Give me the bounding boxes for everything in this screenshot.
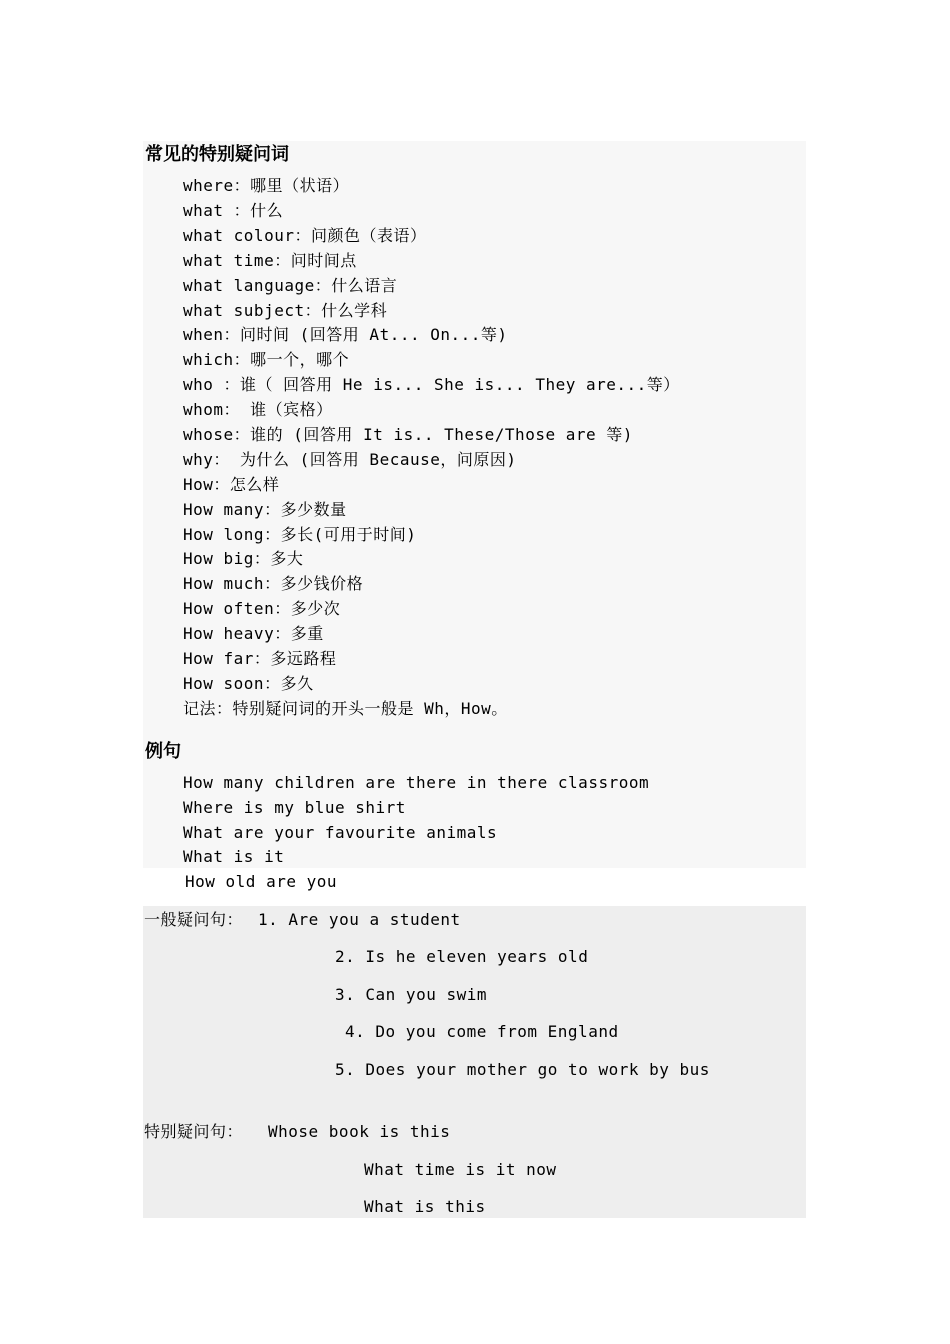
general-question-item: 2. Is he eleven years old: [335, 947, 589, 966]
word-item: why： 为什么 (回答用 Because，问原因): [183, 450, 517, 469]
general-question-item: 1. Are you a student: [258, 910, 461, 929]
example-sentence: How many children are there in there classroom: [183, 773, 650, 792]
word-item: when：问时间 (回答用 At... On...等): [183, 325, 508, 344]
general-questions-label: 一般疑问句：: [144, 910, 244, 929]
special-question-item: What is this: [364, 1197, 486, 1216]
word-item: How much：多少钱价格: [183, 574, 364, 593]
word-item: whom： 谁（宾格）: [183, 400, 333, 419]
word-item: whose：谁的 (回答用 It is.. These/Those are 等): [183, 425, 633, 444]
word-item: How many：多少数量: [183, 500, 347, 519]
mnemonic-note: 记法：特别疑问词的开头一般是 Wh，How。: [183, 699, 508, 718]
example-sentence: Where is my blue shirt: [183, 798, 406, 817]
section-heading-question-words: 常见的特别疑问词: [145, 144, 289, 165]
word-item: who ：谁（ 回答用 He is... She is... They are...等）: [183, 375, 680, 394]
word-item: what subject：什么学科: [183, 301, 388, 320]
example-sentence: What are your favourite animals: [183, 823, 498, 842]
special-question-item: Whose book is this: [268, 1122, 451, 1141]
general-question-item: 4. Do you come from England: [345, 1022, 619, 1041]
word-item: How heavy：多重: [183, 624, 324, 643]
word-item: which：哪一个，哪个: [183, 350, 350, 369]
general-question-item: 5. Does your mother go to work by bus: [335, 1060, 710, 1079]
word-item: How often：多少次: [183, 599, 341, 618]
word-item: How soon：多久: [183, 674, 314, 693]
general-question-item: 3. Can you swim: [335, 985, 487, 1004]
word-item: what ：什么: [183, 201, 284, 220]
special-question-item: What time is it now: [364, 1160, 557, 1179]
word-item: what time：问时间点: [183, 251, 357, 270]
example-sentence: How old are you: [185, 872, 337, 891]
example-sentence: What is it: [183, 847, 285, 866]
section-heading-examples: 例句: [145, 741, 181, 762]
word-item: where：哪里（状语）: [183, 176, 350, 195]
special-questions-label: 特别疑问句：: [144, 1122, 244, 1141]
word-item: How far：多远路程: [183, 649, 337, 668]
word-item: what colour：问颜色（表语）: [183, 226, 427, 245]
word-item: How：怎么样: [183, 475, 280, 494]
word-item: How big：多大: [183, 549, 304, 568]
word-item: what language：什么语言: [183, 276, 398, 295]
word-item: How long：多长(可用于时间): [183, 525, 417, 544]
